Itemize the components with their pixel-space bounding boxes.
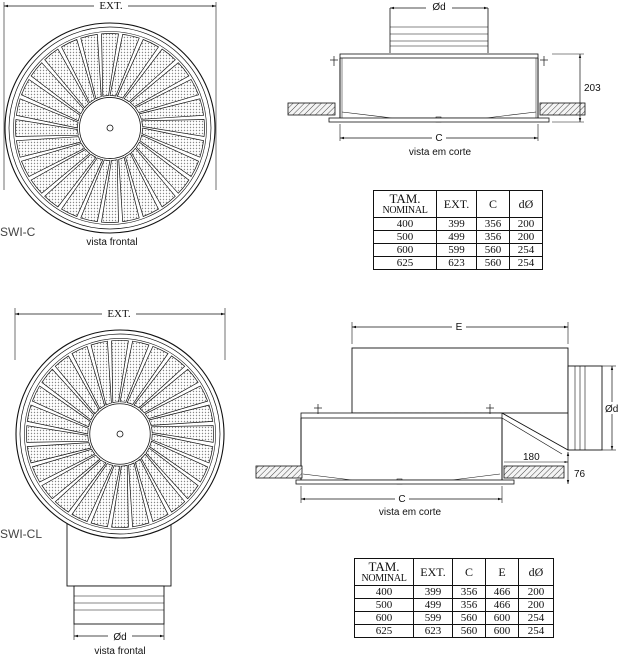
header-ext: EXT.: [414, 559, 453, 586]
diffuser-face: [5, 23, 215, 233]
table-row: 625 623 560 254: [374, 257, 543, 270]
header-tam: [355, 559, 414, 586]
dim-c: C: [435, 133, 443, 144]
table-row: 625 623 560 600 254: [355, 625, 554, 638]
dim-d: Ød: [432, 2, 446, 13]
table-row: 500 499 356 466 200: [355, 599, 554, 612]
spec-table-swi-cl: [354, 558, 554, 638]
section-view-caption: vista em corte: [378, 507, 442, 518]
table-row: 600 599 560 254: [374, 244, 543, 257]
ceiling-right: [540, 103, 585, 115]
dim-height: 203: [584, 83, 601, 94]
model-name: SWI-C: [0, 225, 36, 239]
header-d: dØ: [510, 191, 543, 218]
section-view-caption: vista em corte: [408, 147, 472, 158]
top-front-view: [0, 0, 216, 248]
ceiling-right: [504, 466, 564, 478]
header-tam-bottom: NOMINAL: [361, 572, 407, 584]
header-tam-top: TAM.: [389, 190, 421, 206]
ceiling-left: [288, 103, 335, 115]
header-c: C: [453, 559, 486, 586]
spec-table-swi-c: [373, 190, 543, 270]
header-c: C: [477, 191, 510, 218]
ext-label: EXT.: [107, 308, 131, 320]
header-ext: EXT.: [437, 191, 477, 218]
center-screw: [117, 431, 123, 437]
header-tam-top: TAM.: [368, 558, 400, 574]
dim-180: 180: [523, 452, 540, 463]
dim-c: C: [398, 494, 406, 505]
bottom-section-view: [256, 321, 620, 518]
top-section-view: [288, 1, 601, 158]
bottom-front-view: [0, 308, 225, 657]
header-tam-bottom: NOMINAL: [382, 204, 428, 216]
dim-e: E: [455, 322, 463, 333]
model-name: SWI-CL: [0, 527, 42, 541]
ceiling-left: [256, 466, 302, 478]
dim-d: Ød: [113, 632, 127, 643]
diffuser-face: [16, 330, 224, 538]
front-view-caption: vista frontal: [86, 237, 138, 248]
header-d: dØ: [519, 559, 554, 586]
header-tam: [374, 191, 437, 218]
table-row: 500 499 356 200: [374, 231, 543, 244]
table-row: 400 399 356 200: [374, 218, 543, 231]
table-row: 600 599 560 600 254: [355, 612, 554, 625]
header-e: E: [486, 559, 519, 586]
front-view-caption: vista frontal: [94, 646, 146, 657]
table-row: 400 399 356 466 200: [355, 586, 554, 599]
dim-76: 76: [574, 469, 586, 480]
dim-d: Ød: [605, 404, 619, 415]
ext-label: EXT.: [99, 0, 123, 12]
center-screw: [107, 125, 113, 131]
